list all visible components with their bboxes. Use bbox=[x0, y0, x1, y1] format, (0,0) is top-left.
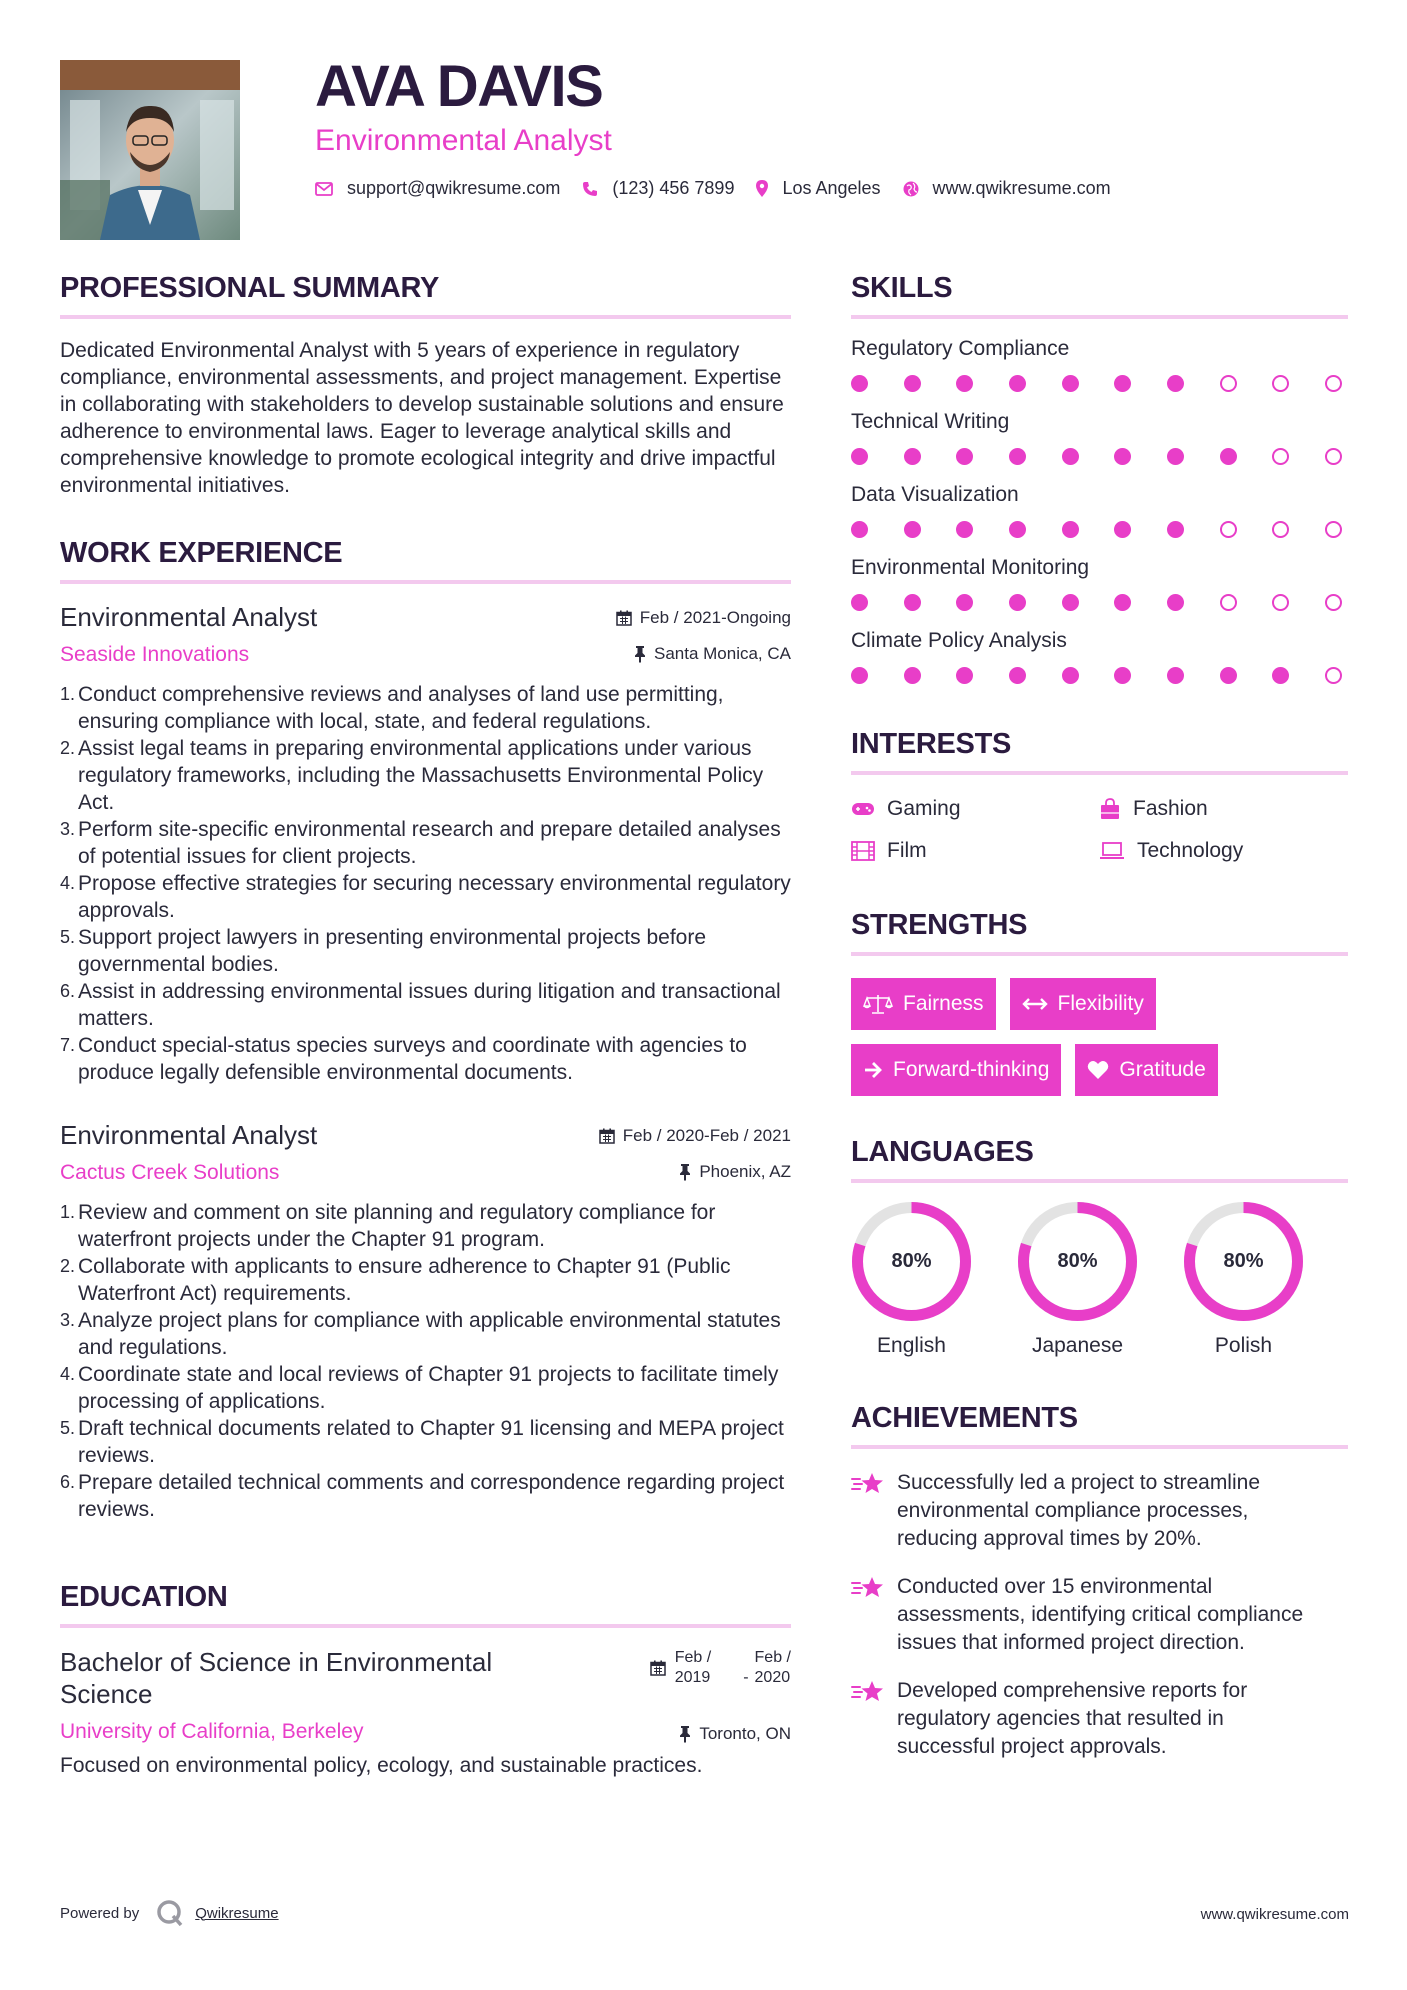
skill-item: Regulatory Compliance bbox=[851, 337, 1348, 392]
language-name: Polish bbox=[1214, 1334, 1273, 1357]
strength-chip: Forward-thinking bbox=[851, 1044, 1061, 1096]
contact-location-text: Los Angeles bbox=[782, 178, 881, 198]
rating-dot-filled bbox=[1220, 448, 1237, 465]
strengths-section bbox=[851, 909, 1348, 1096]
interests-list bbox=[851, 797, 1348, 863]
envelope-icon bbox=[315, 182, 333, 196]
job-location bbox=[679, 1162, 791, 1182]
shooting-star-icon bbox=[851, 1679, 885, 1705]
rating-dot-filled bbox=[1009, 375, 1026, 392]
list-item: 7. Conduct special-status species surveys and coordinate with agencies to produce legally defensible environmental documents. bbox=[60, 1034, 747, 1084]
rating-dot-filled bbox=[904, 667, 921, 684]
footer-powered-by bbox=[60, 1898, 279, 1928]
rating-dot-empty bbox=[1220, 594, 1237, 611]
strength-chip: Gratitude bbox=[1075, 1044, 1217, 1096]
rating-dot-filled bbox=[1009, 448, 1026, 465]
rating-dot-filled bbox=[956, 521, 973, 538]
job-bullets bbox=[60, 1199, 791, 1523]
contact-phone[interactable] bbox=[582, 178, 734, 199]
map-pin-icon bbox=[756, 180, 768, 197]
job-location bbox=[634, 644, 791, 664]
interest-item: Film bbox=[851, 839, 1099, 863]
education-entry bbox=[60, 1646, 791, 1778]
contact-website-text: www.qwikresume.com bbox=[932, 178, 1111, 198]
interest-item: Technology bbox=[1099, 839, 1347, 863]
languages-section bbox=[851, 1136, 1348, 1358]
interests-section bbox=[851, 728, 1348, 863]
language-progress-ring bbox=[1183, 1201, 1304, 1322]
rating-dot-filled bbox=[1167, 667, 1184, 684]
education-location-text: Toronto, ON bbox=[699, 1724, 791, 1743]
interest-item: Fashion bbox=[1099, 797, 1347, 821]
education-heading: EDUCATION bbox=[60, 1581, 228, 1613]
education-section bbox=[60, 1581, 791, 1778]
rating-dot-filled bbox=[851, 667, 868, 684]
rating-dot-empty bbox=[1272, 594, 1289, 611]
company-name: Seaside Innovations bbox=[60, 643, 250, 666]
skill-rating bbox=[851, 667, 1342, 684]
language-item bbox=[1183, 1201, 1304, 1358]
list-item: 2. Assist legal teams in preparing environmental applications under various regulatory frameworks, including the Massachusetts Environmental Policy Act. bbox=[60, 737, 764, 814]
rating-dot-filled bbox=[851, 448, 868, 465]
date-separator: - bbox=[743, 1669, 749, 1686]
rating-dot-filled bbox=[1272, 667, 1289, 684]
language-name: English bbox=[877, 1334, 946, 1357]
rating-dot-empty bbox=[1325, 448, 1342, 465]
list-item: 6. Prepare detailed technical comments and correspondence regarding project reviews. bbox=[60, 1471, 785, 1521]
section-divider bbox=[60, 580, 791, 584]
arrow-right-icon bbox=[863, 1061, 883, 1079]
skill-rating bbox=[851, 594, 1342, 611]
list-item: 3. Perform site-specific environmental research and prepare detailed analyses of potential issues for client projects. bbox=[60, 818, 781, 868]
achievement-item: Developed comprehensive reports for regulatory agencies that resulted in successful project approvals. bbox=[851, 1677, 1348, 1761]
rating-dot-filled bbox=[956, 594, 973, 611]
rating-dot-filled bbox=[956, 448, 973, 465]
language-percent: 80% bbox=[891, 1250, 932, 1272]
contact-email-text: support@qwikresume.com bbox=[347, 178, 561, 198]
calendar-icon bbox=[650, 1660, 666, 1676]
rating-dot-filled bbox=[956, 375, 973, 392]
list-item: 3. Analyze project plans for compliance with applicable environmental statutes and regulations. bbox=[60, 1309, 781, 1359]
job-title: Environmental Analyst bbox=[60, 602, 318, 632]
rating-dot-filled bbox=[1167, 594, 1184, 611]
pushpin-icon bbox=[679, 1164, 691, 1181]
achievements-heading: ACHIEVEMENTS bbox=[851, 1402, 1078, 1434]
job-date-text: Feb / 2021-Ongoing bbox=[639, 608, 791, 627]
rating-dot-filled bbox=[1114, 448, 1131, 465]
list-item: 6. Assist in addressing environmental issues during litigation and transactional matters. bbox=[60, 980, 781, 1030]
skill-item: Environmental Monitoring bbox=[851, 556, 1348, 611]
list-item: 2. Collaborate with applicants to ensure adherence to Chapter 91 (Public Waterfront Act) requirements. bbox=[60, 1255, 731, 1305]
contact-bar bbox=[315, 178, 1133, 199]
skill-item: Technical Writing bbox=[851, 410, 1348, 465]
contact-email[interactable] bbox=[315, 178, 560, 199]
language-progress-ring bbox=[851, 1201, 972, 1322]
section-divider bbox=[851, 771, 1348, 775]
language-percent: 80% bbox=[1057, 1250, 1098, 1272]
education-date bbox=[650, 1648, 791, 1688]
gamepad-icon bbox=[851, 801, 875, 817]
calendar-icon bbox=[599, 1128, 615, 1144]
rating-dot-filled bbox=[1114, 521, 1131, 538]
film-icon bbox=[851, 841, 875, 861]
laptop-icon bbox=[1099, 842, 1125, 860]
candidate-name: AVA DAVIS bbox=[315, 54, 603, 119]
list-item: 5. Support project lawyers in presenting environmental projects before governmental bodies. bbox=[60, 926, 707, 976]
contact-website[interactable] bbox=[903, 178, 1111, 199]
skills-list bbox=[851, 337, 1348, 684]
summary-text: Dedicated Environmental Analyst with 5 years of experience in regulatory compliance, environmental assessments, and project management. Expertise in collaborating with stakeholders to develop sustainable solutions and ensure adherence to environmental laws. Eager to leverage analytical skills and comprehensive knowledge to promote ecological integrity and drive impactful environmental initiatives. bbox=[60, 339, 784, 497]
section-divider bbox=[851, 1179, 1348, 1183]
heart-icon bbox=[1087, 1060, 1109, 1080]
skill-item: Climate Policy Analysis bbox=[851, 629, 1348, 684]
rating-dot-filled bbox=[1009, 667, 1026, 684]
strength-chip: Flexibility bbox=[1010, 978, 1156, 1030]
powered-by-label: Powered by bbox=[60, 1904, 140, 1922]
list-item: 5. Draft technical documents related to Chapter 91 licensing and MEPA project reviews. bbox=[60, 1417, 784, 1467]
profile-photo bbox=[60, 60, 240, 240]
education-description: Focused on environmental policy, ecology, and sustainable practices. bbox=[60, 1754, 703, 1777]
rating-dot-filled bbox=[904, 521, 921, 538]
footer-site-link[interactable]: www.qwikresume.com bbox=[1200, 1906, 1349, 1923]
rating-dot-empty bbox=[1220, 521, 1237, 538]
school-name: University of California, Berkeley bbox=[60, 1720, 364, 1743]
languages-list bbox=[851, 1201, 1348, 1358]
calendar-icon bbox=[616, 610, 632, 626]
rating-dot-filled bbox=[1009, 521, 1026, 538]
job-entry bbox=[60, 602, 791, 1086]
rating-dot-filled bbox=[1167, 375, 1184, 392]
left-column bbox=[60, 272, 791, 1778]
education-end-date: Feb / 2020 bbox=[754, 1649, 791, 1686]
rating-dot-filled bbox=[851, 594, 868, 611]
skill-rating bbox=[851, 521, 1342, 538]
rating-dot-filled bbox=[1062, 448, 1079, 465]
job-date-text: Feb / 2020-Feb / 2021 bbox=[622, 1126, 791, 1145]
languages-heading: LANGUAGES bbox=[851, 1136, 1034, 1168]
rating-dot-empty bbox=[1272, 448, 1289, 465]
strength-chip: Fairness bbox=[851, 978, 996, 1030]
balance-scale-icon bbox=[863, 993, 893, 1015]
language-item bbox=[851, 1201, 972, 1358]
language-progress-ring bbox=[1017, 1201, 1138, 1322]
rating-dot-filled bbox=[1114, 667, 1131, 684]
rating-dot-filled bbox=[1062, 375, 1079, 392]
skill-rating bbox=[851, 375, 1342, 392]
interests-heading: INTERESTS bbox=[851, 728, 1012, 760]
rating-dot-filled bbox=[1167, 448, 1184, 465]
experience-heading: WORK EXPERIENCE bbox=[60, 537, 343, 569]
rating-dot-empty bbox=[1325, 375, 1342, 392]
rating-dot-filled bbox=[851, 521, 868, 538]
rating-dot-filled bbox=[904, 375, 921, 392]
skill-rating bbox=[851, 448, 1342, 465]
globe-icon bbox=[903, 181, 919, 197]
rating-dot-empty bbox=[1325, 521, 1342, 538]
rating-dot-filled bbox=[1062, 521, 1079, 538]
rating-dot-empty bbox=[1272, 375, 1289, 392]
rating-dot-empty bbox=[1220, 375, 1237, 392]
job-date bbox=[599, 1126, 791, 1146]
language-percent: 80% bbox=[1223, 1250, 1264, 1272]
right-column bbox=[851, 272, 1348, 1761]
rating-dot-filled bbox=[851, 375, 868, 392]
experience-section bbox=[60, 537, 791, 1523]
achievement-item: Successfully led a project to streamline environmental compliance processes, reducing approval times by 20%. bbox=[851, 1469, 1348, 1553]
skills-section bbox=[851, 272, 1348, 684]
job-entry bbox=[60, 1120, 791, 1523]
candidate-title: Environmental Analyst bbox=[315, 124, 612, 157]
shooting-star-icon bbox=[851, 1575, 885, 1601]
section-divider bbox=[851, 315, 1348, 319]
rating-dot-empty bbox=[1325, 594, 1342, 611]
language-name: Japanese bbox=[1031, 1334, 1124, 1357]
rating-dot-empty bbox=[1325, 667, 1342, 684]
skills-heading: SKILLS bbox=[851, 272, 953, 304]
rating-dot-empty bbox=[1272, 521, 1289, 538]
arrows-horizontal-icon bbox=[1022, 997, 1048, 1011]
strengths-heading: STRENGTHS bbox=[851, 909, 1028, 941]
job-bullets bbox=[60, 681, 791, 1086]
pushpin-icon bbox=[679, 1726, 691, 1743]
shopping-bag-icon bbox=[1099, 798, 1121, 820]
rating-dot-filled bbox=[1220, 667, 1237, 684]
education-start-date: Feb / 2019 bbox=[674, 1649, 712, 1686]
section-divider bbox=[851, 952, 1348, 956]
rating-dot-filled bbox=[1062, 667, 1079, 684]
skill-item: Data Visualization bbox=[851, 483, 1348, 538]
list-item: 1. Review and comment on site planning and regulatory compliance for waterfront projects under the Chapter 91 program. bbox=[60, 1201, 716, 1251]
rating-dot-filled bbox=[1114, 375, 1131, 392]
pushpin-icon bbox=[634, 646, 646, 663]
summary-section bbox=[60, 272, 791, 499]
rating-dot-filled bbox=[1009, 594, 1026, 611]
phone-icon bbox=[582, 181, 598, 197]
rating-dot-filled bbox=[956, 667, 973, 684]
contact-phone-text: (123) 456 7899 bbox=[612, 178, 735, 198]
qwikresume-logo-icon bbox=[155, 1898, 185, 1928]
interest-item: Gaming bbox=[851, 797, 1099, 821]
job-location-text: Santa Monica, CA bbox=[653, 644, 791, 663]
section-divider bbox=[60, 1624, 791, 1628]
achievements-section bbox=[851, 1402, 1348, 1761]
footer-brand-link[interactable]: Qwikresume bbox=[195, 1904, 279, 1922]
job-date bbox=[616, 608, 791, 628]
achievement-item: Conducted over 15 environmental assessments, identifying critical compliance issues that informed project direction. bbox=[851, 1573, 1348, 1657]
education-location bbox=[679, 1724, 791, 1744]
job-title: Environmental Analyst bbox=[60, 1120, 318, 1150]
section-divider bbox=[851, 1445, 1348, 1449]
language-item bbox=[1017, 1201, 1138, 1358]
job-location-text: Phoenix, AZ bbox=[699, 1162, 791, 1181]
contact-location bbox=[756, 178, 880, 199]
rating-dot-filled bbox=[1167, 521, 1184, 538]
strengths-list bbox=[851, 978, 1321, 1096]
degree-title: Bachelor of Science in Environmental Science bbox=[60, 1647, 493, 1709]
shooting-star-icon bbox=[851, 1471, 885, 1497]
rating-dot-filled bbox=[1062, 594, 1079, 611]
section-divider bbox=[60, 315, 791, 319]
rating-dot-filled bbox=[904, 448, 921, 465]
company-name: Cactus Creek Solutions bbox=[60, 1161, 280, 1184]
summary-heading: PROFESSIONAL SUMMARY bbox=[60, 272, 440, 304]
list-item: 4. Coordinate state and local reviews of Chapter 91 projects to facilitate timely processing of applications. bbox=[60, 1363, 779, 1413]
list-item: 4. Propose effective strategies for securing necessary environmental regulatory approvals. bbox=[60, 872, 791, 922]
rating-dot-filled bbox=[904, 594, 921, 611]
rating-dot-filled bbox=[1114, 594, 1131, 611]
list-item: 1. Conduct comprehensive reviews and analyses of land use permitting, ensuring compliance with local, state, and federal regulations. bbox=[60, 683, 724, 733]
